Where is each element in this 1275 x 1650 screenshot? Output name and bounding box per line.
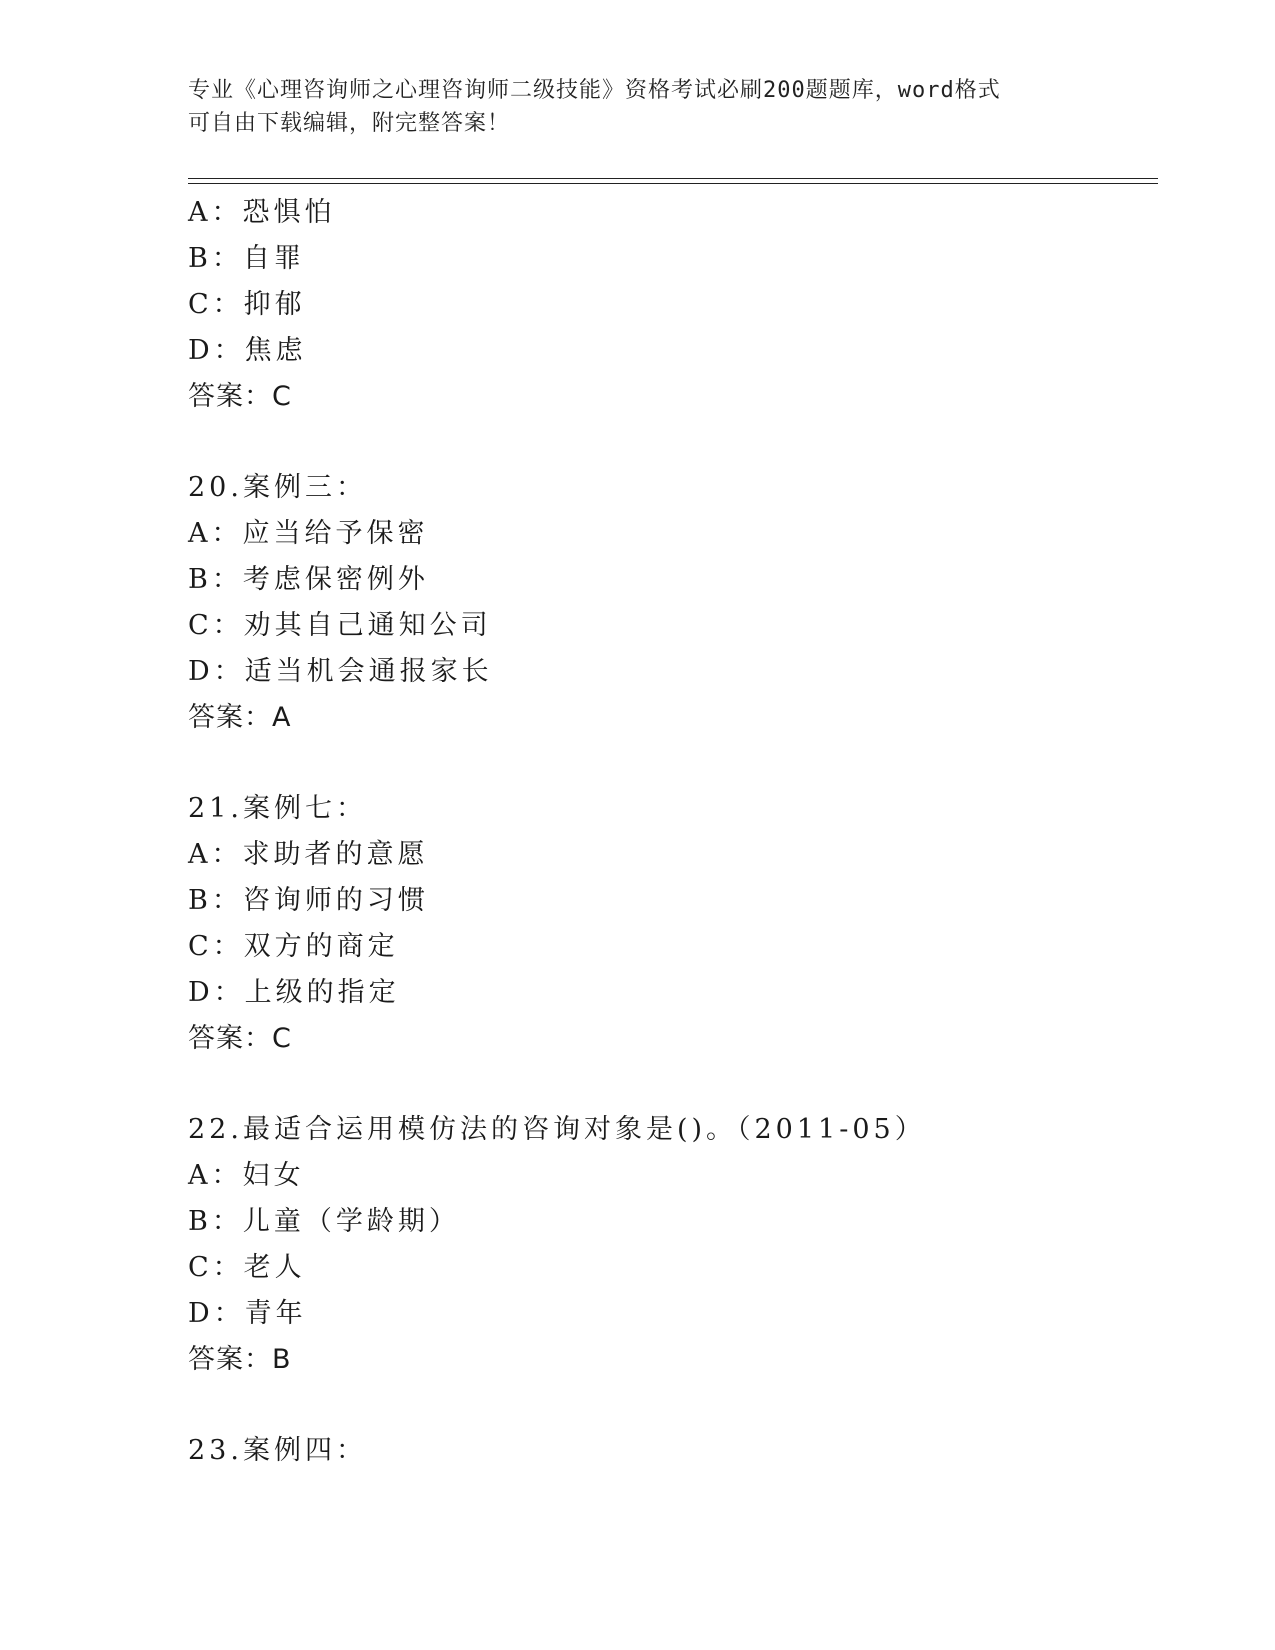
- option-a: A：求助者的意愿: [188, 839, 429, 870]
- option-b: B：考虑保密例外: [188, 564, 429, 595]
- option-d: D：焦虑: [188, 335, 307, 366]
- question-block: [188, 1107, 1148, 1383]
- question-title: 20.案例三：: [188, 472, 367, 503]
- option-b: B：儿童（学龄期）: [188, 1206, 460, 1237]
- option-b: B：咨询师的习惯: [188, 885, 429, 916]
- question-block: [188, 465, 1148, 741]
- option-c: C：双方的商定: [188, 931, 399, 962]
- option-d: D：青年: [188, 1298, 307, 1329]
- header-line-2: 可自由下载编辑，附完整答案！: [188, 111, 511, 136]
- option-a: A：恐惧怕: [188, 197, 336, 228]
- question-block: [188, 1428, 1148, 1474]
- option-d: D：上级的指定: [188, 977, 400, 1008]
- question-title: 23.案例四：: [188, 1435, 367, 1466]
- option-b: B：自罪: [188, 243, 305, 274]
- option-d: D：适当机会通报家长: [188, 656, 493, 687]
- answer-line: 答案：C: [188, 381, 292, 412]
- question-list: [188, 190, 1148, 1474]
- answer-line: 答案：C: [188, 1023, 292, 1054]
- answer-line: 答案：B: [188, 1344, 292, 1375]
- header-divider-bottom: [188, 183, 1158, 184]
- question-block: [188, 786, 1148, 1062]
- question-title: 22.最适合运用模仿法的咨询对象是()。（2011-05）: [188, 1114, 926, 1145]
- option-a: A：妇女: [188, 1160, 305, 1191]
- header-line-1: 专业《心理咨询师之心理咨询师二级技能》资格考试必刷200题题库，word格式: [188, 78, 1001, 103]
- option-c: C：劝其自己通知公司: [188, 610, 492, 641]
- option-c: C：老人: [188, 1252, 306, 1283]
- option-c: C：抑郁: [188, 289, 306, 320]
- header-divider-top: [188, 178, 1158, 179]
- option-a: A：应当给予保密: [188, 518, 429, 549]
- question-block: [188, 190, 1148, 420]
- answer-line: 答案：A: [188, 702, 292, 733]
- question-title: 21.案例七：: [188, 793, 367, 824]
- document-header: [188, 74, 1088, 140]
